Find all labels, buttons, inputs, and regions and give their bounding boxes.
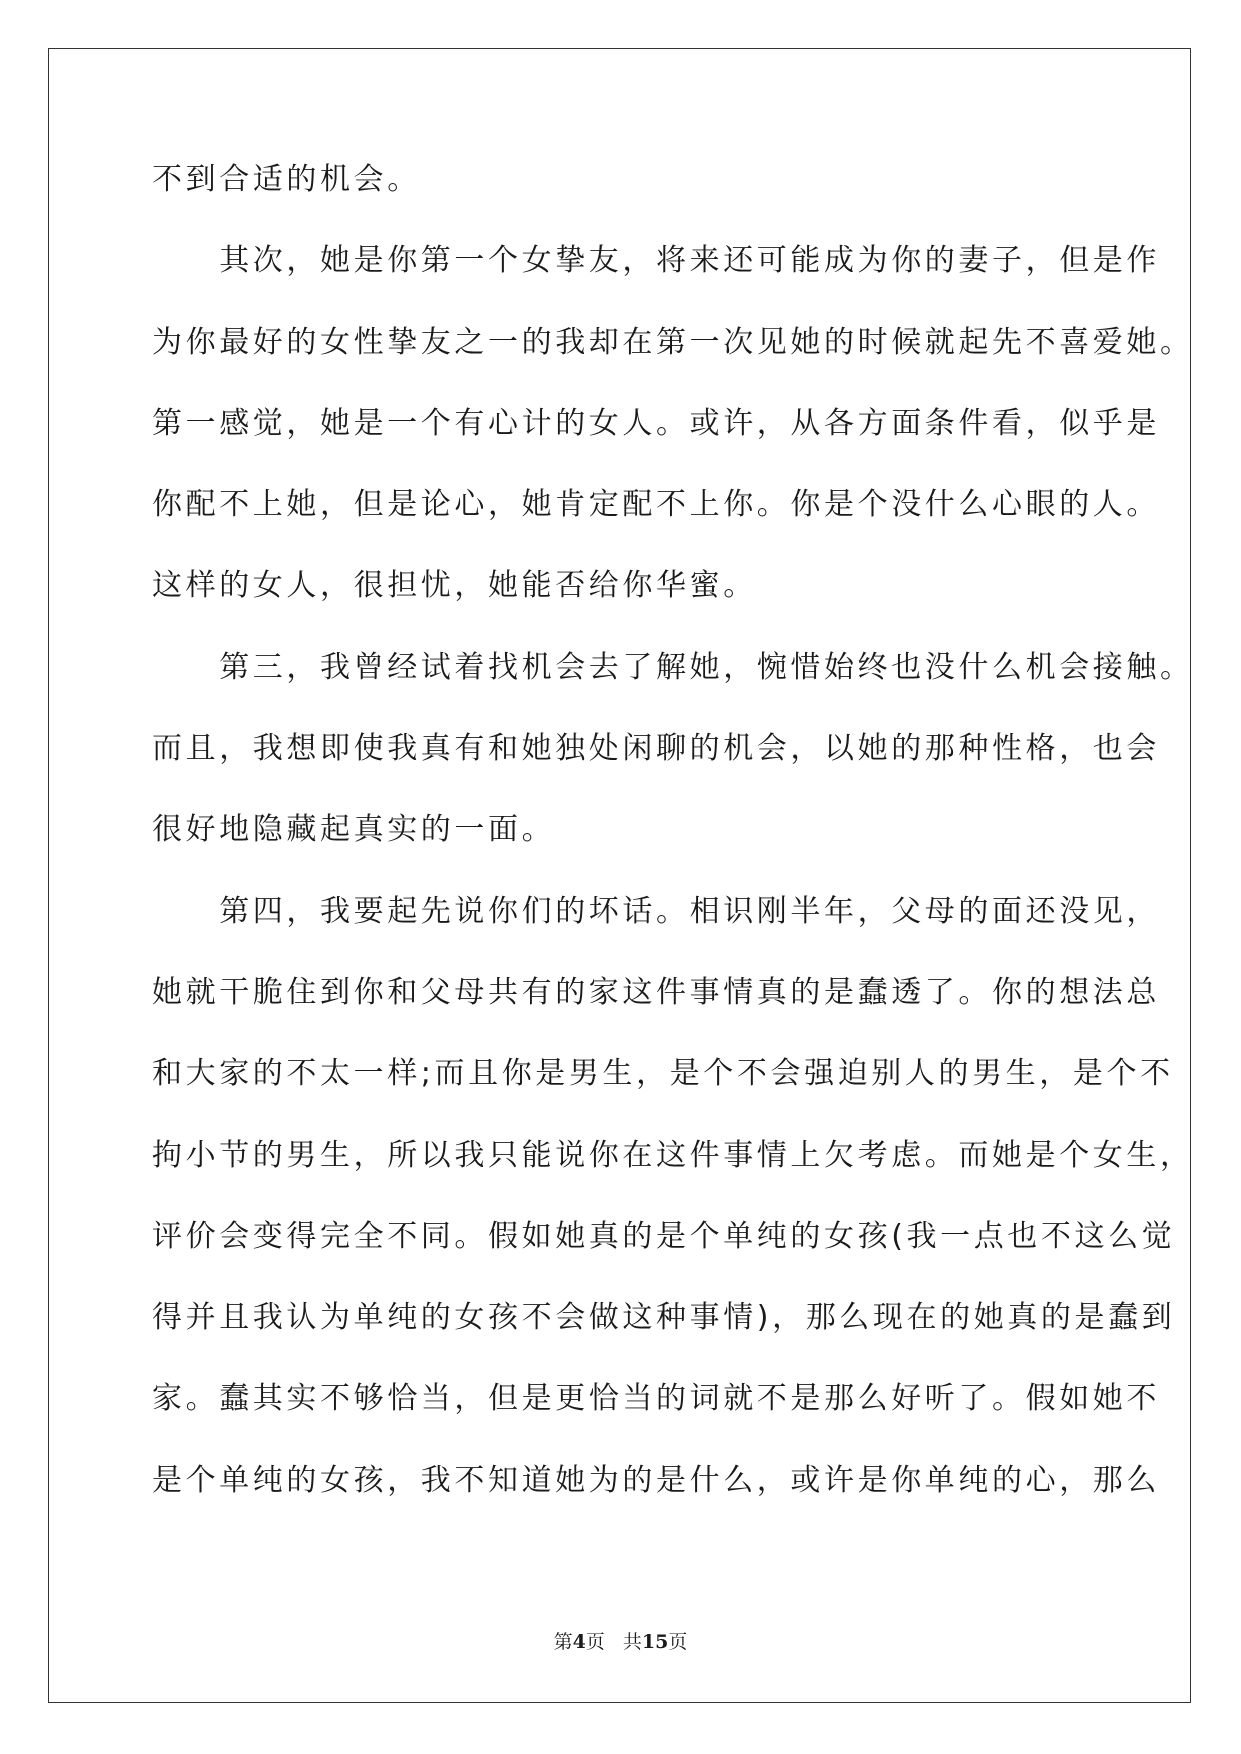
page-footer xyxy=(0,1627,1241,1654)
text-line: 其次，她是你第一个女挚友，将来还可能成为你的妻子，但是作 xyxy=(152,243,1160,279)
text-line: 为你最好的女性挚友之一的我却在第一次见她的时候就起先不喜爱她。 xyxy=(152,324,1194,360)
text-line: 而且，我想即使我真有和她独处闲聊的机会，以她的那种性格，也会 xyxy=(152,731,1160,767)
page-label-suffix: 页 xyxy=(585,1631,605,1653)
text-line: 第一感觉，她是一个有心计的女人。或许，从各方面条件看，似乎是 xyxy=(152,405,1160,441)
text-line: 是个单纯的女孩，我不知道她为的是什么，或许是你单纯的心，那么 xyxy=(152,1462,1160,1498)
text-line: 得并且我认为单纯的女孩不会做这种事情)，那么现在的她真的是蠢到 xyxy=(152,1300,1176,1336)
total-pages: 15 xyxy=(641,1631,669,1653)
page-label-prefix: 第 xyxy=(553,1631,573,1653)
body-text xyxy=(152,162,1194,1544)
text-line: 评价会变得完全不同。假如她真的是个单纯的女孩(我一点也不这么觉 xyxy=(152,1218,1176,1254)
text-line: 很好地隐藏起真实的一面。 xyxy=(152,812,556,848)
text-line: 不到合适的机会。 xyxy=(152,162,421,197)
text-line: 她就干脆住到你和父母共有的家这件事情真的是蠢透了。你的想法总 xyxy=(152,974,1160,1010)
text-line: 第三，我曾经试着找机会去了解她，惋惜始终也没什么机会接触。 xyxy=(152,649,1194,685)
page-number: 4 xyxy=(572,1631,586,1653)
total-label-suffix: 页 xyxy=(668,1631,688,1653)
text-line: 家。蠢其实不够恰当，但是更恰当的词就不是那么好听了。假如她不 xyxy=(152,1381,1160,1417)
text-line: 第四，我要起先说你们的坏话。相识刚半年，父母的面还没见， xyxy=(152,893,1160,929)
text-line: 和大家的不太一样;而且你是男生，是个不会强迫别人的男生，是个不 xyxy=(152,1056,1174,1092)
total-label-prefix: 共 xyxy=(622,1631,642,1653)
text-line: 拘小节的男生，所以我只能说你在这件事情上欠考虑。而她是个女生， xyxy=(152,1137,1194,1173)
text-line: 这样的女人，很担忧，她能否给你华蜜。 xyxy=(152,568,757,604)
text-line: 你配不上她，但是论心，她肯定配不上你。你是个没什么心眼的人。 xyxy=(152,487,1160,523)
